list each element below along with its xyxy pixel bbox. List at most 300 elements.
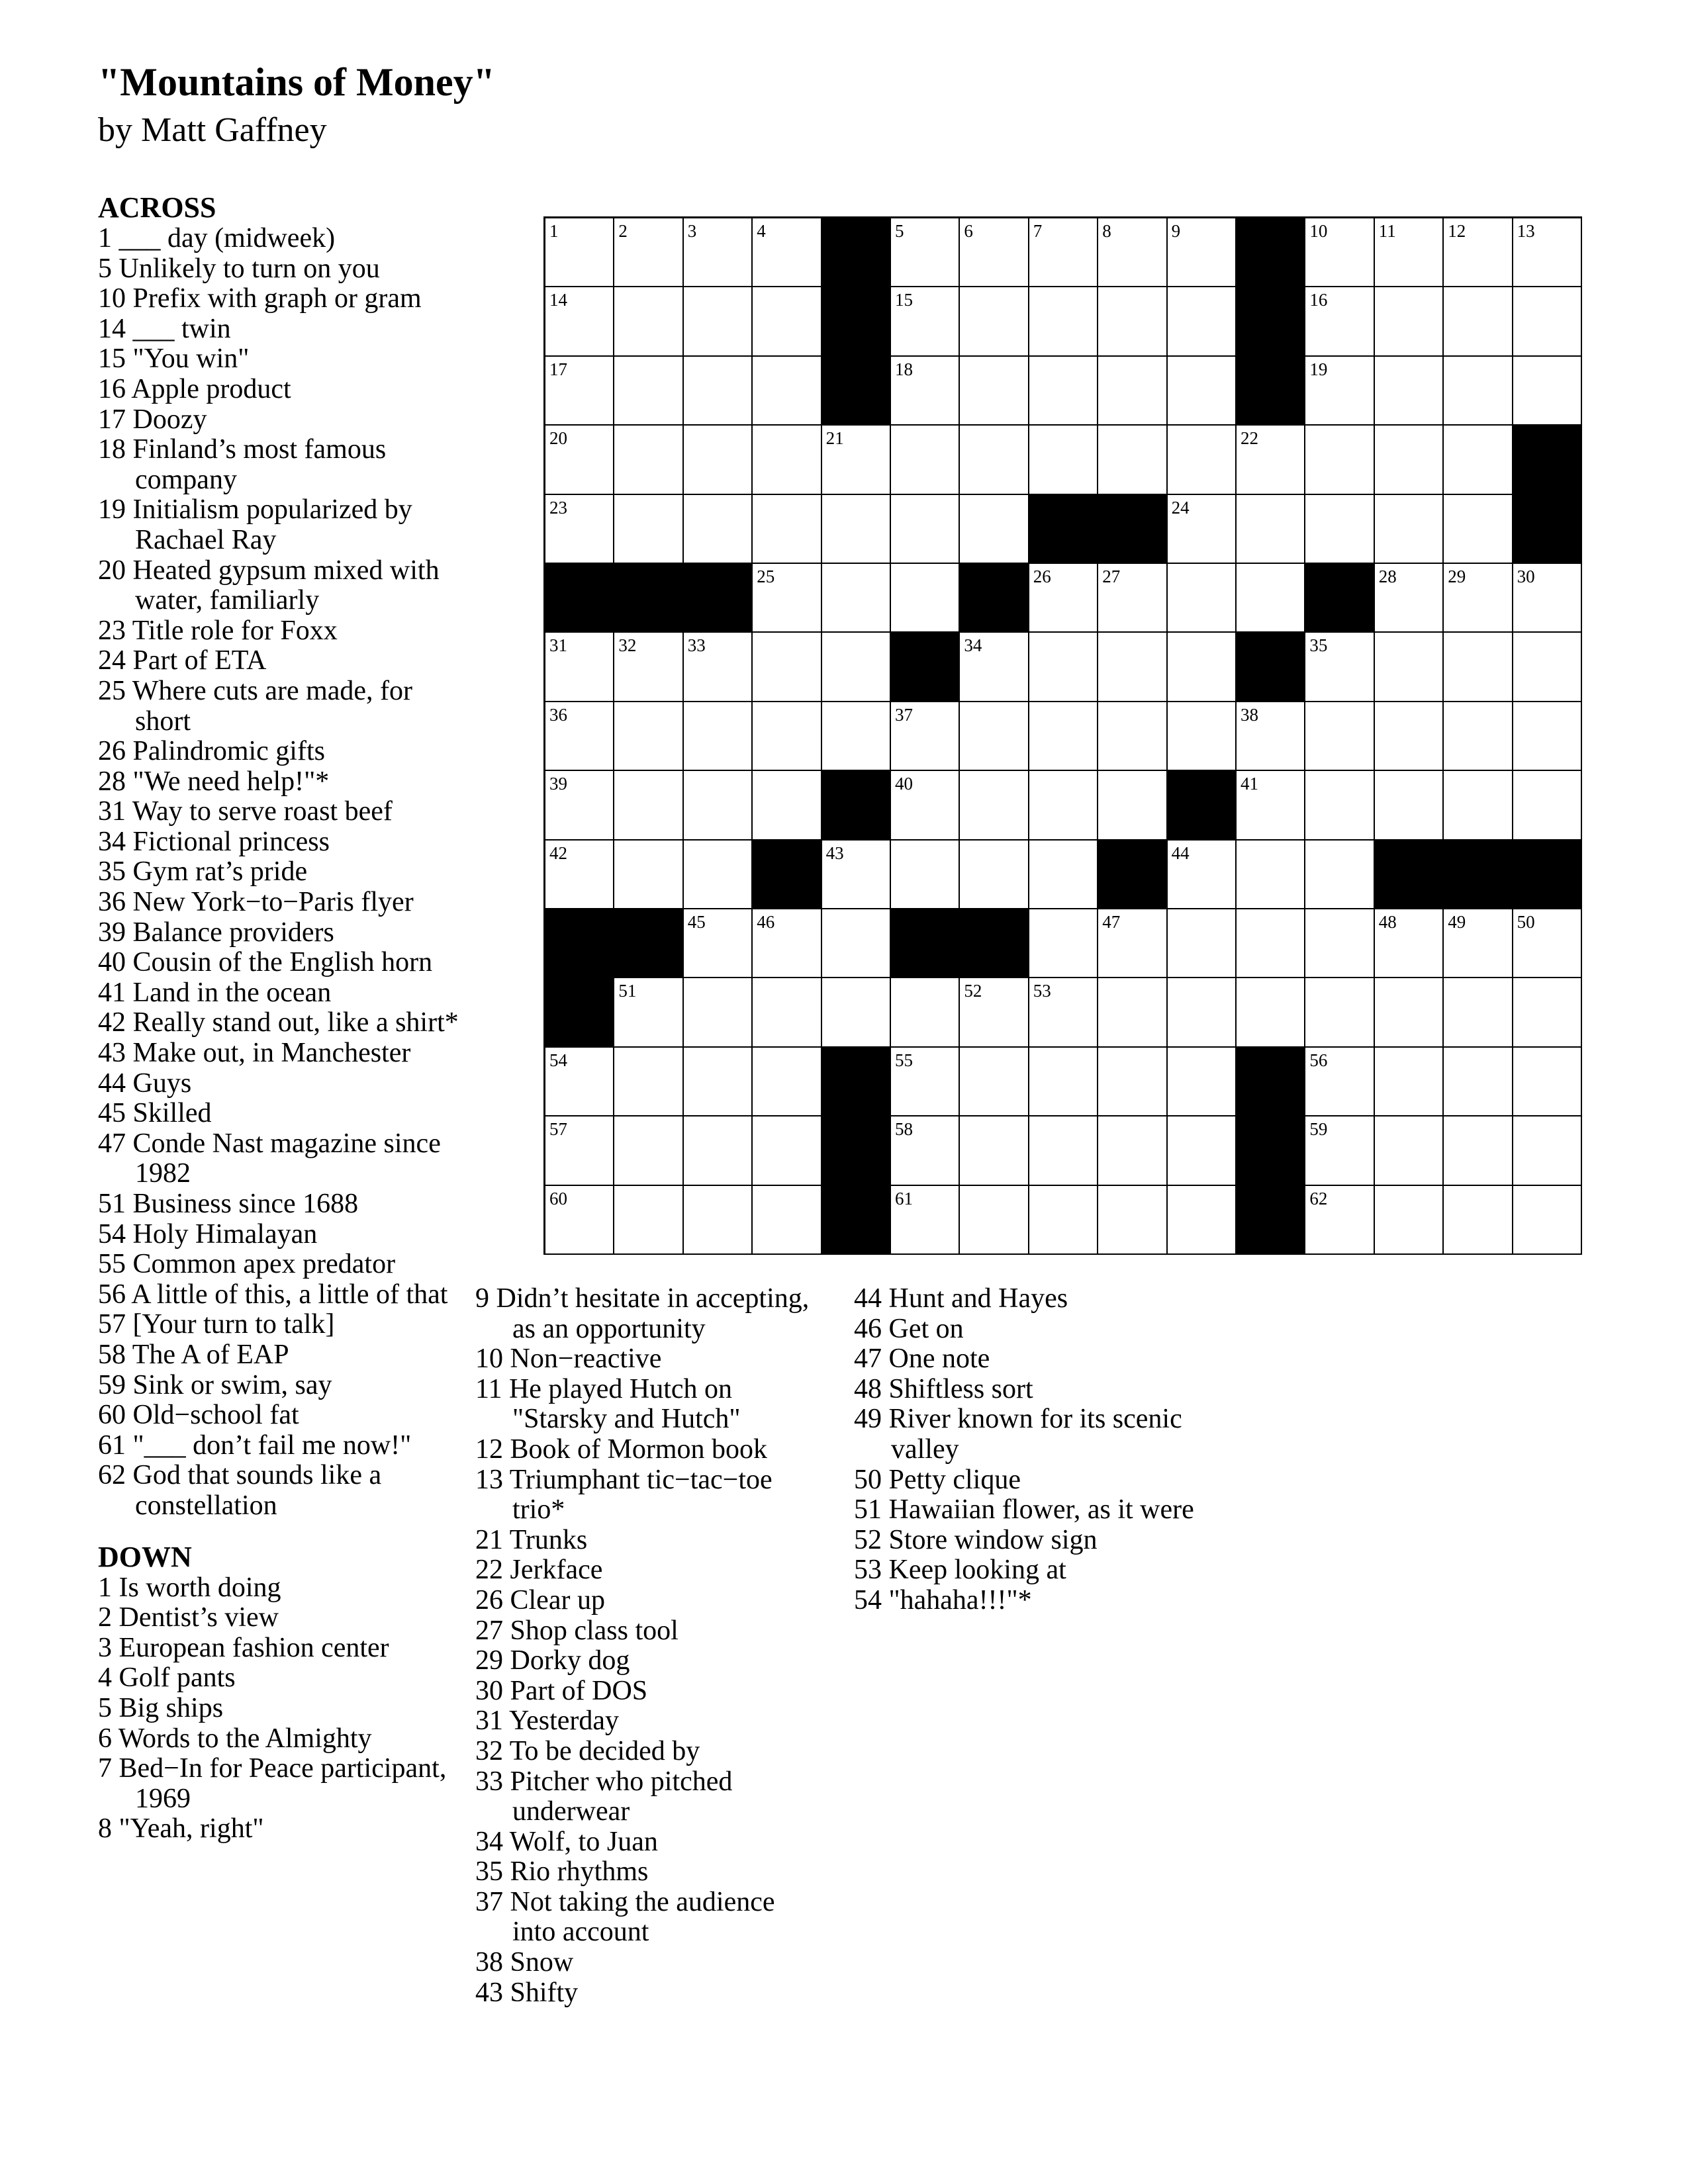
grid-cell[interactable] xyxy=(1305,287,1374,356)
grid-cell[interactable] xyxy=(1375,702,1444,771)
clue-number: 47 xyxy=(98,1128,126,1159)
grid-cell[interactable] xyxy=(1375,771,1444,840)
grid-cell[interactable] xyxy=(891,978,960,1047)
grid-cell[interactable] xyxy=(1168,426,1237,494)
down-clue-43[interactable] xyxy=(475,1978,820,2009)
grid-cell[interactable] xyxy=(1375,564,1444,633)
grid-cell[interactable] xyxy=(1305,495,1374,564)
clue-number: 15 xyxy=(98,343,126,375)
grid-cell[interactable] xyxy=(1029,909,1098,978)
grid-cell[interactable] xyxy=(1444,564,1513,633)
grid-cell[interactable] xyxy=(1375,978,1444,1047)
grid-cell[interactable] xyxy=(1305,218,1374,287)
grid-cell[interactable] xyxy=(960,771,1029,840)
grid-cell[interactable] xyxy=(960,357,1029,426)
clue-number: 38 xyxy=(475,1947,503,1978)
grid-cell[interactable] xyxy=(1513,1116,1582,1185)
grid-cell[interactable] xyxy=(614,495,683,564)
down-clue-10[interactable] xyxy=(475,1344,820,1375)
clue-text: He played Hutch on "Starsky and Hutch" xyxy=(508,1373,741,1435)
down-clue-11[interactable] xyxy=(475,1375,820,1435)
grid-cell[interactable] xyxy=(1375,426,1444,494)
grid-cell[interactable] xyxy=(614,702,683,771)
grid-cell[interactable] xyxy=(1305,1048,1374,1116)
clue-number: 22 xyxy=(475,1555,503,1586)
grid-cell[interactable] xyxy=(684,287,753,356)
grid-cell[interactable] xyxy=(1029,1116,1098,1185)
grid-cell[interactable] xyxy=(1168,1116,1237,1185)
grid-cell[interactable] xyxy=(1237,771,1305,840)
down-clue-38[interactable] xyxy=(475,1948,820,1978)
clue-number: 3 xyxy=(98,1632,112,1663)
grid-cell[interactable] xyxy=(1444,218,1513,287)
clue-number: 25 xyxy=(98,675,126,706)
down-clue-44[interactable] xyxy=(854,1284,1198,1314)
grid-cell[interactable] xyxy=(1305,357,1374,426)
grid-cell[interactable] xyxy=(753,633,821,702)
grid-cell[interactable] xyxy=(891,357,960,426)
across-clue-54[interactable] xyxy=(98,1220,469,1250)
down-clue-22[interactable] xyxy=(475,1555,820,1586)
grid-cell[interactable] xyxy=(891,1048,960,1116)
grid-cell[interactable] xyxy=(753,1116,821,1185)
cell-number: 47 xyxy=(1102,912,1121,932)
across-clue-20[interactable] xyxy=(98,556,469,616)
down-clue-7[interactable] xyxy=(98,1754,469,1814)
grid-cell[interactable] xyxy=(891,1116,960,1185)
grid-cell[interactable] xyxy=(545,1048,614,1116)
grid-cell[interactable] xyxy=(1098,426,1167,494)
across-clue-5[interactable] xyxy=(98,254,469,285)
grid-cell[interactable] xyxy=(1029,978,1098,1047)
grid-cell[interactable] xyxy=(1029,564,1098,633)
grid-cell[interactable] xyxy=(1305,1186,1374,1255)
across-clue-47[interactable] xyxy=(98,1129,469,1189)
down-clue-13[interactable] xyxy=(475,1465,820,1525)
grid-cell[interactable] xyxy=(1444,978,1513,1047)
grid-cell[interactable] xyxy=(960,978,1029,1047)
across-clue-44[interactable] xyxy=(98,1069,469,1099)
grid-cell[interactable] xyxy=(891,287,960,356)
grid-cell[interactable] xyxy=(1444,495,1513,564)
grid-cell[interactable] xyxy=(960,287,1029,356)
grid-cell[interactable] xyxy=(1098,909,1167,978)
grid-cell[interactable] xyxy=(1029,1186,1098,1255)
cell-number: 51 xyxy=(618,981,637,1001)
down-clue-49[interactable] xyxy=(854,1404,1198,1465)
grid-cell[interactable] xyxy=(614,357,683,426)
grid-cell[interactable] xyxy=(1444,426,1513,494)
grid-cell[interactable] xyxy=(545,1116,614,1185)
grid-cell[interactable] xyxy=(1513,978,1582,1047)
down-clue-2[interactable] xyxy=(98,1603,469,1633)
grid-cell[interactable] xyxy=(545,495,614,564)
grid-cell[interactable] xyxy=(1237,495,1305,564)
across-clue-17[interactable] xyxy=(98,405,469,435)
grid-cell[interactable] xyxy=(684,1048,753,1116)
down-clue-32[interactable] xyxy=(475,1737,820,1767)
grid-cell[interactable] xyxy=(891,495,960,564)
grid-cell[interactable] xyxy=(1444,771,1513,840)
across-clue-57[interactable] xyxy=(98,1310,469,1340)
across-clue-23[interactable] xyxy=(98,616,469,647)
grid-cell[interactable] xyxy=(1029,633,1098,702)
grid-cell[interactable] xyxy=(1444,702,1513,771)
black-square xyxy=(1375,841,1444,909)
grid-cell[interactable] xyxy=(1098,771,1167,840)
across-clue-34[interactable] xyxy=(98,827,469,858)
grid-cell[interactable] xyxy=(1375,357,1444,426)
grid-cell[interactable] xyxy=(684,978,753,1047)
grid-cell[interactable] xyxy=(684,218,753,287)
grid-cell[interactable] xyxy=(1375,495,1444,564)
grid-cell[interactable] xyxy=(1305,841,1374,909)
grid-cell[interactable] xyxy=(614,1186,683,1255)
grid-cell[interactable] xyxy=(1513,771,1582,840)
down-clue-3[interactable] xyxy=(98,1633,469,1664)
across-clue-62[interactable] xyxy=(98,1461,469,1521)
down-clue-29[interactable] xyxy=(475,1646,820,1676)
grid-cell[interactable] xyxy=(1513,702,1582,771)
grid-cell[interactable] xyxy=(822,564,891,633)
grid-cell[interactable] xyxy=(1375,633,1444,702)
down-clue-5[interactable] xyxy=(98,1694,469,1724)
grid-cell[interactable] xyxy=(545,702,614,771)
grid-cell[interactable] xyxy=(891,218,960,287)
grid-cell[interactable] xyxy=(1098,1186,1167,1255)
grid-cell[interactable] xyxy=(753,771,821,840)
black-square xyxy=(1305,564,1374,633)
grid-cell[interactable] xyxy=(960,218,1029,287)
clue-number: 47 xyxy=(854,1343,882,1375)
grid-cell[interactable] xyxy=(684,841,753,909)
grid-cell[interactable] xyxy=(1237,564,1305,633)
down-clue-1[interactable] xyxy=(98,1573,469,1604)
down-clue-50[interactable] xyxy=(854,1465,1198,1496)
grid-cell[interactable] xyxy=(960,426,1029,494)
grid-cell[interactable] xyxy=(891,702,960,771)
grid-cell[interactable] xyxy=(614,1116,683,1185)
grid-cell[interactable] xyxy=(1444,1048,1513,1116)
across-clue-16[interactable] xyxy=(98,375,469,405)
grid-cell[interactable] xyxy=(1444,287,1513,356)
grid-cell[interactable] xyxy=(1168,702,1237,771)
clue-text: The A of EAP xyxy=(132,1339,289,1370)
grid-cell[interactable] xyxy=(1168,1186,1237,1255)
down-clue-54[interactable] xyxy=(854,1586,1198,1616)
grid-cell[interactable] xyxy=(1029,702,1098,771)
grid-cell[interactable] xyxy=(1098,564,1167,633)
grid-cell[interactable] xyxy=(753,495,821,564)
grid-cell[interactable] xyxy=(1305,771,1374,840)
grid-cell[interactable] xyxy=(1375,1116,1444,1185)
down-clue-53[interactable] xyxy=(854,1555,1198,1586)
grid-cell[interactable] xyxy=(753,357,821,426)
down-clue-35[interactable] xyxy=(475,1857,820,1888)
down-clue-51[interactable] xyxy=(854,1495,1198,1525)
across-clue-58[interactable] xyxy=(98,1340,469,1371)
grid-cell[interactable] xyxy=(960,633,1029,702)
black-square xyxy=(1098,495,1167,564)
grid-cell[interactable] xyxy=(1305,1116,1374,1185)
grid-cell[interactable] xyxy=(684,357,753,426)
grid-cell[interactable] xyxy=(1513,633,1582,702)
grid-cell[interactable] xyxy=(684,633,753,702)
clue-text: Clear up xyxy=(510,1584,605,1615)
across-clue-40[interactable] xyxy=(98,948,469,978)
grid-cell[interactable] xyxy=(545,1186,614,1255)
grid-cell[interactable] xyxy=(1098,1048,1167,1116)
grid-cell[interactable] xyxy=(1375,909,1444,978)
across-clue-51[interactable] xyxy=(98,1189,469,1220)
cell-number: 58 xyxy=(895,1119,913,1140)
clue-number: 34 xyxy=(98,826,126,857)
grid-cell[interactable] xyxy=(753,978,821,1047)
grid-cell[interactable] xyxy=(1029,426,1098,494)
grid-cell[interactable] xyxy=(822,633,891,702)
grid-cell[interactable] xyxy=(684,1186,753,1255)
across-clue-25[interactable] xyxy=(98,676,469,737)
grid-cell[interactable] xyxy=(1237,702,1305,771)
across-clue-10[interactable] xyxy=(98,284,469,314)
grid-cell[interactable] xyxy=(1168,357,1237,426)
grid-cell[interactable] xyxy=(1513,287,1582,356)
grid-cell[interactable] xyxy=(1098,633,1167,702)
clue-text: Bed−In for Peace participant, 1969 xyxy=(118,1753,447,1814)
grid-cell[interactable] xyxy=(1168,1048,1237,1116)
grid-cell[interactable] xyxy=(1305,702,1374,771)
across-clue-45[interactable] xyxy=(98,1099,469,1129)
grid-cell[interactable] xyxy=(1029,841,1098,909)
down-clue-47[interactable] xyxy=(854,1344,1198,1375)
down-clue-52[interactable] xyxy=(854,1525,1198,1556)
grid-cell[interactable] xyxy=(614,633,683,702)
clue-number: 17 xyxy=(98,404,126,435)
grid-cell[interactable] xyxy=(1513,564,1582,633)
grid-cell[interactable] xyxy=(614,287,683,356)
across-clue-61[interactable] xyxy=(98,1431,469,1461)
grid-cell[interactable] xyxy=(545,287,614,356)
grid-cell[interactable] xyxy=(1444,1116,1513,1185)
grid-cell[interactable] xyxy=(960,495,1029,564)
across-clue-60[interactable] xyxy=(98,1400,469,1431)
grid-cell[interactable] xyxy=(753,218,821,287)
down-clue-list-1 xyxy=(98,1573,469,1844)
across-clue-42[interactable] xyxy=(98,1008,469,1038)
grid-cell[interactable] xyxy=(545,357,614,426)
grid-cell[interactable] xyxy=(1444,1186,1513,1255)
across-clue-19[interactable] xyxy=(98,495,469,555)
across-clue-35[interactable] xyxy=(98,857,469,887)
grid-cell[interactable] xyxy=(1098,218,1167,287)
grid-cell[interactable] xyxy=(1444,909,1513,978)
grid-cell[interactable] xyxy=(614,1048,683,1116)
grid-cell[interactable] xyxy=(1305,426,1374,494)
down-clue-26[interactable] xyxy=(475,1586,820,1616)
down-clue-21[interactable] xyxy=(475,1525,820,1556)
grid-cell[interactable] xyxy=(1444,633,1513,702)
grid-cell[interactable] xyxy=(1168,978,1237,1047)
across-clue-18[interactable] xyxy=(98,435,469,495)
across-clue-55[interactable] xyxy=(98,1250,469,1280)
grid-cell[interactable] xyxy=(891,1186,960,1255)
across-clue-43[interactable] xyxy=(98,1038,469,1069)
grid-cell[interactable] xyxy=(1168,633,1237,702)
grid-cell[interactable] xyxy=(1305,978,1374,1047)
grid-cell[interactable] xyxy=(891,564,960,633)
grid-cell[interactable] xyxy=(1098,978,1167,1047)
grid-cell[interactable] xyxy=(1168,909,1237,978)
grid-cell[interactable] xyxy=(1513,1048,1582,1116)
grid-cell[interactable] xyxy=(1168,218,1237,287)
grid-cell[interactable] xyxy=(1513,1186,1582,1255)
across-clue-26[interactable] xyxy=(98,737,469,767)
grid-cell[interactable] xyxy=(960,1048,1029,1116)
black-square xyxy=(614,909,683,978)
down-clue-30[interactable] xyxy=(475,1676,820,1707)
grid-cell[interactable] xyxy=(1168,564,1237,633)
grid-cell[interactable] xyxy=(684,426,753,494)
clue-text: Triumphant tic−tac−toe trio* xyxy=(509,1464,773,1525)
grid-cell[interactable] xyxy=(1305,909,1374,978)
clue-text: Not taking the audience into account xyxy=(510,1886,775,1948)
clue-number: 9 xyxy=(475,1283,489,1314)
grid-cell[interactable] xyxy=(1375,1048,1444,1116)
down-clue-34[interactable] xyxy=(475,1827,820,1858)
grid-cell[interactable] xyxy=(960,841,1029,909)
grid-cell[interactable] xyxy=(1029,771,1098,840)
cell-number: 11 xyxy=(1378,221,1396,241)
clue-text: Words to the Almighty xyxy=(118,1723,372,1754)
grid-cell[interactable] xyxy=(1098,1116,1167,1185)
grid-cell[interactable] xyxy=(822,841,891,909)
grid-cell[interactable] xyxy=(684,495,753,564)
grid-cell[interactable] xyxy=(822,702,891,771)
down-clue-6[interactable] xyxy=(98,1724,469,1754)
clue-text: God that sounds like a constellation xyxy=(132,1460,382,1521)
down-clue-46[interactable] xyxy=(854,1314,1198,1345)
grid-cell[interactable] xyxy=(1168,495,1237,564)
across-clue-15[interactable] xyxy=(98,344,469,375)
across-clue-39[interactable] xyxy=(98,918,469,948)
grid-cell[interactable] xyxy=(1237,841,1305,909)
down-clue-48[interactable] xyxy=(854,1375,1198,1405)
grid-cell[interactable] xyxy=(891,426,960,494)
down-clue-37[interactable] xyxy=(475,1888,820,1948)
across-clue-59[interactable] xyxy=(98,1371,469,1401)
grid-cell[interactable] xyxy=(545,218,614,287)
down-clue-9[interactable] xyxy=(475,1284,820,1344)
down-clue-8[interactable] xyxy=(98,1814,469,1844)
grid-cell[interactable] xyxy=(1237,426,1305,494)
grid-cell[interactable] xyxy=(684,1116,753,1185)
grid-cell[interactable] xyxy=(960,1116,1029,1185)
grid-cell[interactable] xyxy=(1513,909,1582,978)
down-clue-33[interactable] xyxy=(475,1767,820,1827)
grid-cell[interactable] xyxy=(753,1186,821,1255)
grid-cell[interactable] xyxy=(1029,287,1098,356)
grid-cell[interactable] xyxy=(1098,357,1167,426)
grid-cell[interactable] xyxy=(545,771,614,840)
grid-cell[interactable] xyxy=(545,841,614,909)
grid-cell[interactable] xyxy=(614,218,683,287)
grid-cell[interactable] xyxy=(1029,357,1098,426)
black-square xyxy=(1513,495,1582,564)
across-clue-14[interactable] xyxy=(98,314,469,345)
grid-cell[interactable] xyxy=(753,287,821,356)
grid-cell[interactable] xyxy=(753,564,821,633)
clue-number: 62 xyxy=(98,1460,126,1491)
grid-cell[interactable] xyxy=(960,702,1029,771)
across-clue-1[interactable] xyxy=(98,224,469,254)
grid-cell[interactable] xyxy=(822,495,891,564)
down-clue-4[interactable] xyxy=(98,1663,469,1694)
grid-cell[interactable] xyxy=(614,978,683,1047)
grid-cell[interactable] xyxy=(891,841,960,909)
grid-cell[interactable] xyxy=(614,841,683,909)
down-clue-12[interactable] xyxy=(475,1435,820,1465)
grid-cell[interactable] xyxy=(753,702,821,771)
grid-cell[interactable] xyxy=(1098,702,1167,771)
grid-cell[interactable] xyxy=(1305,633,1374,702)
grid-cell[interactable] xyxy=(1098,287,1167,356)
grid-cell[interactable] xyxy=(1513,357,1582,426)
grid-cell[interactable] xyxy=(1375,287,1444,356)
across-clue-36[interactable] xyxy=(98,887,469,918)
clue-text: Holy Himalayan xyxy=(132,1218,318,1250)
grid-cell[interactable] xyxy=(545,426,614,494)
grid-cell[interactable] xyxy=(684,909,753,978)
grid-cell[interactable] xyxy=(684,702,753,771)
across-clue-28[interactable] xyxy=(98,767,469,797)
grid-cell[interactable] xyxy=(753,909,821,978)
grid-cell[interactable] xyxy=(1168,287,1237,356)
grid-cell[interactable] xyxy=(1513,218,1582,287)
grid-cell[interactable] xyxy=(960,1186,1029,1255)
grid-cell[interactable] xyxy=(822,909,891,978)
across-clue-41[interactable] xyxy=(98,978,469,1009)
grid-cell[interactable] xyxy=(891,771,960,840)
clue-text: Title role for Foxx xyxy=(132,615,338,646)
across-clue-31[interactable] xyxy=(98,797,469,827)
grid-cell[interactable] xyxy=(1168,841,1237,909)
across-clue-56[interactable] xyxy=(98,1280,469,1310)
grid-cell[interactable] xyxy=(614,771,683,840)
grid-cell[interactable] xyxy=(1029,1048,1098,1116)
grid-cell[interactable] xyxy=(1237,978,1305,1047)
down-clue-31[interactable] xyxy=(475,1706,820,1737)
clue-text: Conde Nast magazine since 1982 xyxy=(132,1128,441,1189)
grid-cell[interactable] xyxy=(1237,909,1305,978)
grid-cell[interactable] xyxy=(822,426,891,494)
grid-cell[interactable] xyxy=(545,633,614,702)
grid-cell[interactable] xyxy=(614,426,683,494)
grid-cell[interactable] xyxy=(753,1048,821,1116)
across-clue-24[interactable] xyxy=(98,646,469,676)
grid-cell[interactable] xyxy=(822,978,891,1047)
grid-cell[interactable] xyxy=(1375,218,1444,287)
cell-number: 21 xyxy=(825,428,844,449)
grid-cell[interactable] xyxy=(684,771,753,840)
grid-cell[interactable] xyxy=(753,426,821,494)
down-clue-27[interactable] xyxy=(475,1616,820,1647)
clue-text: Land in the ocean xyxy=(132,977,332,1008)
grid-cell[interactable] xyxy=(1375,1186,1444,1255)
clue-text: Store window sign xyxy=(888,1524,1098,1555)
grid-cell[interactable] xyxy=(1029,218,1098,287)
grid-cell[interactable] xyxy=(1444,357,1513,426)
cell-number: 24 xyxy=(1171,497,1190,518)
